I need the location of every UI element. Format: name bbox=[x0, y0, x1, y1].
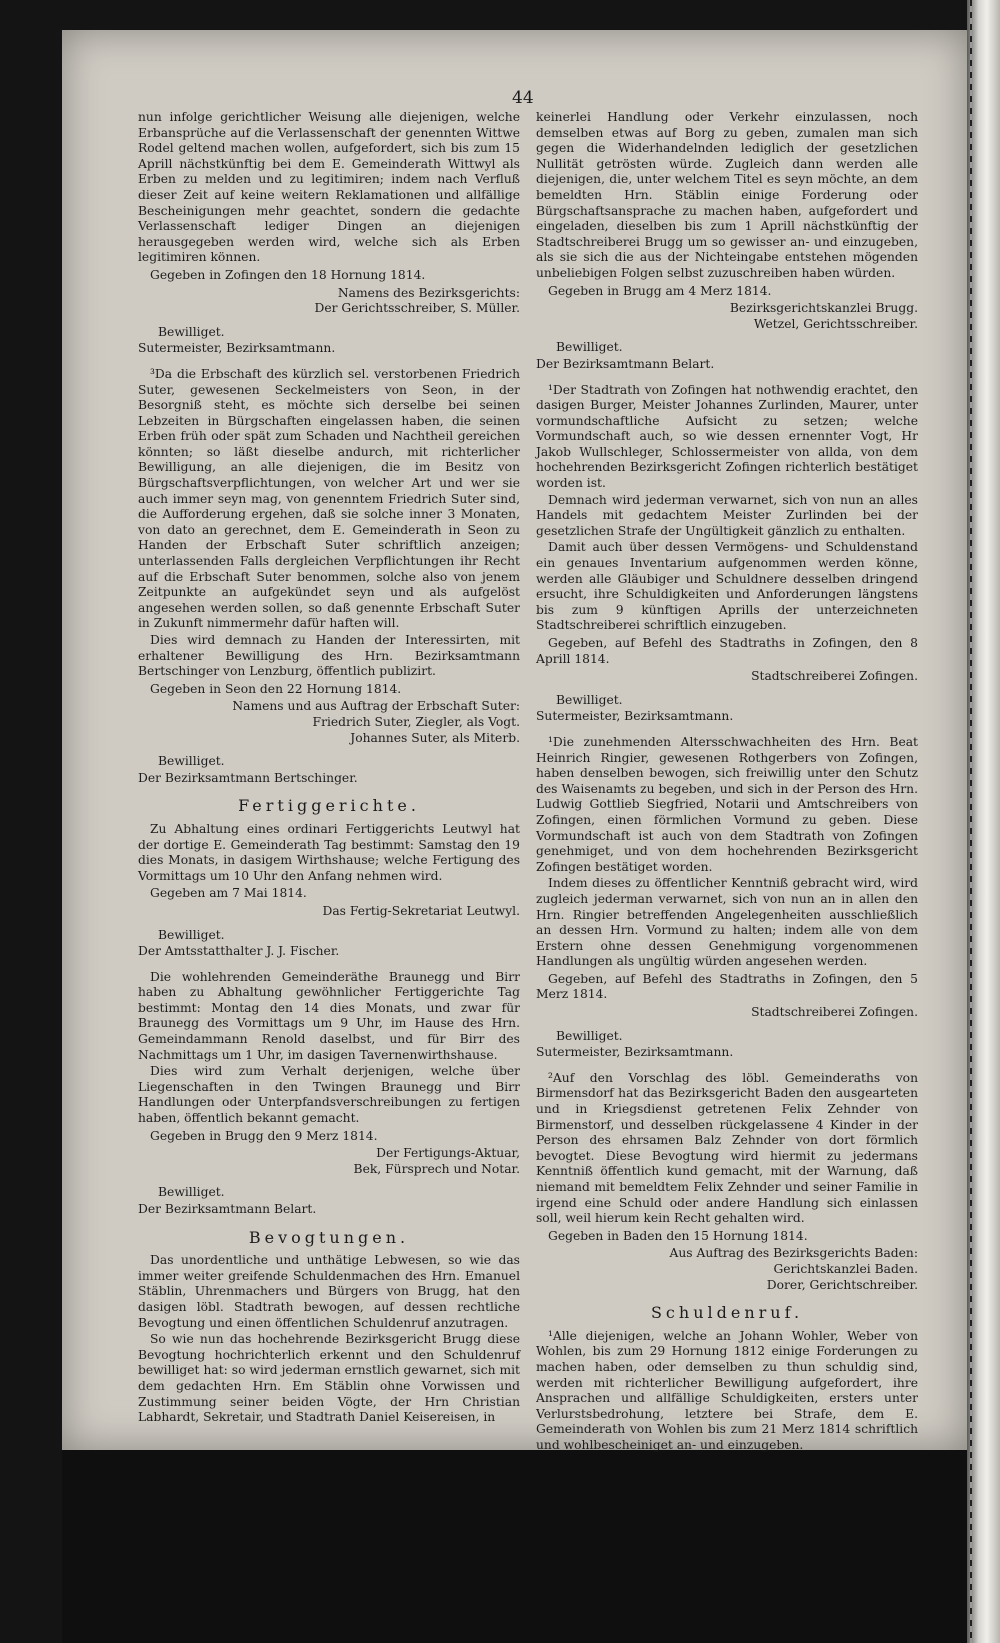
left-column bbox=[138, 110, 520, 1427]
notice-signature: Aus Auftrag des Bezirksgerichts Baden: bbox=[669, 1246, 918, 1261]
notice-body: ³Da die Erbschaft des kürzlich sel. verstorbenen Friedrich Suter, gewesenen Seckelmeisters von Seon, in der Besorgniß steht, es möchte sich derselbe bei seinen Lebzeiten in Bürgschaften eingelassen haben, die seinen Erben früh oder spät zum Schaden und Nachtheil gereichen könnten; so läßt dieselbe andurch, mit richterlicher Bewilligung, an alle diejenigen, die im Besitz von Bürgschaftsverpflichtungen, von welcher Art und wer sie auch immer seyn mag, von genenntem Friedrich Suter sind, die Aufforderung ergehen, daß sie solche inner 3 Monaten, von dato an gerechnet, dem E. Gemeinderath in Seon zu Handen der Erbschaft Suter schriftlich anzeigen; unterlassenden Falls dergleichen Verpflichtungen ihr Recht auf die Erbschaft Suter benommen, solche also von jenem Zeitpunkte an aufgekündet seyn und als aufgelöst angesehen werden sollen, so daß genennte Erbschaft Suter in Zukunft nimmermehr dafür haften will. bbox=[138, 366, 520, 631]
notice-body: Indem dieses zu öffentlicher Kenntniß gebracht wird, wird zugleich jederman verwarnet, sich von nun an in allen den Hrn. Ringier betreffenden Angelegenheiten ausschließlich an dessen Hrn. Vormund zu halten; indem alle von dem Erstern ohne dessen Genehmigung vorgenommenen Handlungen als ungültig würden angesehen werden. bbox=[536, 876, 918, 969]
notice-body: keinerlei Handlung oder Verkehr einzulassen, noch demselben etwas auf Borg zu geben, zumalen man sich gegen die Widerhandelnden lediglich der gesetzlichen Nullität getrösten würde. Zugleich dann werden alle diejenigen, die, unter welchem Titel es seyn möchte, an dem bemeldten Hrn. Stäblin einige Forderung oder Bürgschaftsansprache zu machen haben, aufgefordert und eingeladen, dieselben bis zum 1 Aprill nächstkünftig der Stadtschreiberei Brugg um so gewisser an- und einzugeben, als sie sich die aus der Nichteingabe entstehen mögenden unbeliebigen Folgen selbst zuzuschreiben haben würden. bbox=[536, 110, 918, 280]
notice-staeblin-continued bbox=[536, 110, 918, 373]
notice-date: Gegeben in Seon den 22 Hornung 1814. bbox=[150, 681, 402, 696]
notice-body: ²Auf den Vorschlag des löbl. Gemeinderaths von Birmensdorf hat das Bezirksgericht Baden den ausgearteten und in Kriegsdienst getretenen Felix Zehnder von Birmenstorf, und desselben rückgelassene 4 Kinder in der Person des ehrsamen Balz Zehnder von dort förmlich bevogtet. Diese Bevogtung wird hiermit zu jedermans Kenntniß öffentlich kund gemacht, mit der Warnung, daß niemand mit bemeldtem Felix Zehnder und seiner Familie in irgend eine Schuld oder andere Handlung sich einlassen soll, weil hierum kein Recht gehalten wird. bbox=[536, 1070, 918, 1226]
notice-signature: Dorer, Gerichtschreiber. bbox=[766, 1277, 918, 1292]
notice-body: Demnach wird jederman verwarnet, sich von nun an alles Handels mit gedachtem Meister Zurlinden bei der gesetzlichen Strafe der Ungültigkeit gänzlich zu enthalten. bbox=[536, 492, 918, 538]
notice-signature: Namens und aus Auftrag der Erbschaft Suter: bbox=[232, 699, 520, 714]
scan-background bbox=[62, 1450, 967, 1643]
notice-date: Gegeben am 7 Mai 1814. bbox=[150, 886, 307, 901]
notice-body: ¹Der Stadtrath von Zofingen hat nothwendig erachtet, den dasigen Burger, Meister Johannes Zurlinden, Maurer, unter vormundschaftliche Aufsicht zu setzen; welche Vormundschaft auch, so wie dessen ernennter Vogt, Hr Jakob Wullschleger, Schlossermeister von allda, von dem hochehrenden Bezirksgericht Zofingen richterlich bestätiget worden ist. bbox=[536, 382, 918, 491]
notice-signature: Bek, Fürsprech und Notar. bbox=[353, 1161, 520, 1176]
notice-date: Gegeben, auf Befehl des Stadtraths in Zofingen, den 5 Merz 1814. bbox=[536, 971, 918, 1002]
approval-label: Bewilliget. bbox=[158, 324, 225, 339]
notice-date: Gegeben, auf Befehl des Stadtraths in Zofingen, den 8 Aprill 1814. bbox=[536, 636, 918, 666]
notice-body: Dies wird zum Verhalt derjenigen, welche über Liegenschaften in den Twingen Braunegg und Birr Handlungen oder Unterpfandsverschreibungen zu fertigen haben, öffentlich bekannt gemacht. bbox=[138, 1064, 520, 1126]
notice-signature: Der Gerichtsschreiber, S. Müller. bbox=[314, 301, 520, 316]
approval-label: Bewilliget. bbox=[556, 692, 623, 707]
section-heading-schuldenruf: Schuldenruf. bbox=[650, 1303, 804, 1323]
notice-body: Damit auch über dessen Vermögens- und Schuldenstand ein genaues Inventarium aufgenommen werden könne, werden alle Gläubiger und Schuldnere desselben dringend ersucht, ihre Schuldigkeiten und Anforderungen längstens bis zum 9 künftigen Aprills der unterzeichneten Stadtschreiberei schriftlich einzugeben. bbox=[536, 540, 918, 633]
notice-staeblin bbox=[138, 1253, 520, 1426]
notice-zurlinden bbox=[536, 383, 918, 725]
notice-signature: Bezirksgerichtskanzlei Brugg. bbox=[729, 301, 918, 316]
notice-date: Gegeben in Zofingen den 18 Hornung 1814. bbox=[150, 267, 426, 282]
approval-official: Sutermeister, Bezirksamtmann. bbox=[536, 709, 734, 724]
notice-signature: Das Fertig-Sekretariat Leutwyl. bbox=[322, 903, 520, 918]
section-heading-fertiggerichte: Fertiggerichte. bbox=[238, 796, 420, 816]
notice-body: Dies wird demnach zu Handen der Interessirten, mit erhaltener Bewilligung des Hrn. Bezirksamtmann Bertschinger von Lenzburg, öffentlich publizirt. bbox=[138, 633, 520, 679]
approval-official: Der Amtsstatthalter J. J. Fischer. bbox=[138, 944, 340, 959]
notice-signature: Der Fertigungs-Aktuar, bbox=[376, 1146, 520, 1161]
approval-label: Bewilliget. bbox=[556, 340, 623, 355]
notice-body: ¹Die zunehmenden Altersschwachheiten des Hrn. Beat Heinrich Ringier, gewesenen Rothgerbers von Zofingen, haben denselben bewogen, sich freiwillig unter den Schutz des Waisenamts zu begeben, und sich in der Person des Hrn. Ludwig Gottlieb Siegfried, Notarii und Amtschreibers von Zofingen, einen förmlichen Vormund zu geben. Diese Vormundschaft ist auch von dem Stadtrath von Zofingen genehmiget, und von dem hochehrenden Bezirksgericht Zofingen bestätiget worden. bbox=[536, 734, 918, 874]
approval-official: Sutermeister, Bezirksamtmann. bbox=[536, 1045, 734, 1060]
approval-label: Bewilliget. bbox=[158, 754, 225, 769]
notice-date: Gegeben in Brugg am 4 Merz 1814. bbox=[548, 283, 772, 298]
notice-signature: Namens des Bezirksgerichts: bbox=[337, 285, 520, 300]
right-column bbox=[536, 110, 918, 1455]
notice-signature: Gerichtskanzlei Baden. bbox=[773, 1261, 918, 1276]
notice-signature: Stadtschreiberei Zofingen. bbox=[751, 1005, 918, 1020]
notice-braunegg-birr bbox=[138, 970, 520, 1218]
section-heading-bevogtungen: Bevogtungen. bbox=[248, 1227, 410, 1247]
notice-signature: Wetzel, Gerichtsschreiber. bbox=[753, 316, 918, 331]
page-number: 44 bbox=[512, 88, 534, 108]
binding-strip bbox=[967, 0, 1000, 1643]
notice-date: Gegeben in Baden den 15 Hornung 1814. bbox=[548, 1228, 808, 1243]
notice-body: So wie nun das hochehrende Bezirksgericht Brugg diese Bevogtung hochrichterlich erkennt und den Schuldenruf bewilliget hat: so wird jederman ernstlich gewarnet, sich mit dem gedachten Hrn. Em Stäblin ohne Vorwissen und Zustimmung seiner beiden Vögte, der Hrn Christian Labhardt, Sekretair, und Stadtrath Daniel Keisereisen, in bbox=[138, 1332, 520, 1425]
notice-signature: Stadtschreiberei Zofingen. bbox=[751, 669, 918, 684]
notice-date: Gegeben in Brugg den 9 Merz 1814. bbox=[150, 1128, 378, 1143]
notice-rodel-inheritance bbox=[138, 110, 520, 357]
approval-official: Der Bezirksamtmann Belart. bbox=[138, 1202, 317, 1216]
approval-official: Der Bezirksamtmann Bertschinger. bbox=[138, 770, 358, 785]
approval-label: Bewilliget. bbox=[158, 1185, 225, 1200]
notice-signature: Johannes Suter, als Miterb. bbox=[350, 730, 520, 745]
notice-body: Zu Abhaltung eines ordinari Fertiggerichts Leutwyl hat der dortige E. Gemeinderath Tag bestimmt: Samstag den 19 dies Monats, in dasigem Wirthshause; welche Fertigung des Vormittags um 10 Uhr den Anfang nehmen wird. bbox=[138, 821, 520, 883]
notice-zehnder bbox=[536, 1071, 918, 1293]
notice-body: ¹Alle diejenigen, welche an Johann Wohler, Weber von Wohlen, bis zum 29 Hornung 1812 einige Forderungen zu machen haben, oder demselben zu thun schuldig sind, werden mit richterlicher Bewilligung aufgefordert, ihre Ansprachen und allfällige Schuldigkeiten, ersters unter Verlurstsbedrohung, letztere bei Strafe, dem E. Gemeinderath von Wohlen bis zum 21 Merz 1814 schriftlich und wohlbescheiniget an- und einzugeben. bbox=[536, 1328, 918, 1452]
notice-body: nun infolge gerichtlicher Weisung alle diejenigen, welche Erbansprüche auf die Verlassenschaft der genennten Wittwe Rodel geltend machen wollen, aufgefordert, sich bis zum 15 Aprill nächstkünftig bei dem E. Gemeinderath Wittwyl als Erben zu melden und zu legitimiren; indem nach Verfluß dieser Zeit auf keine weitern Reklamationen und allfällige Bescheinigungen mehr geachtet, sondern die gedachte Verlassenschaft lediger Dingen an diejenigen herausgegeben werden wird, welche sich als Erben legitimiren können. bbox=[138, 110, 520, 265]
approval-official: Der Bezirksamtmann Belart. bbox=[536, 356, 715, 371]
notice-signature: Friedrich Suter, Ziegler, als Vogt. bbox=[312, 714, 520, 729]
notice-leutwyl bbox=[138, 822, 520, 960]
approval-label: Bewilliget. bbox=[556, 1028, 623, 1043]
notice-suter-estate bbox=[138, 367, 520, 786]
notice-ringier bbox=[536, 735, 918, 1061]
notice-wohler bbox=[536, 1329, 918, 1454]
notice-body: Die wohlehrenden Gemeinderäthe Braunegg und Birr haben zu Abhaltung gewöhnlicher Fertiggerichte Tag bestimmt: Montag den 14 dies Monats, und zwar für Braunegg des Vormittags um 9 Uhr, im Hause des Hrn. Gemeindammann Renold daselbst, und für Birr des Nachmittags um 1 Uhr, im dasigen Tavernenwirthshause. bbox=[138, 969, 520, 1062]
approval-official: Sutermeister, Bezirksamtmann. bbox=[138, 341, 336, 356]
notice-body: Das unordentliche und unthätige Lebwesen, so wie das immer weiter greifende Schuldenmachen des Hrn. Emanuel Stäblin, Uhrenmachers und Bürgers von Brugg, hat den dasigen löbl. Stadtrath bewogen, auf dessen rechtliche Bevogtung und einen öffentlichen Schuldenruf anzutragen. bbox=[138, 1253, 520, 1330]
approval-label: Bewilliget. bbox=[158, 927, 225, 942]
